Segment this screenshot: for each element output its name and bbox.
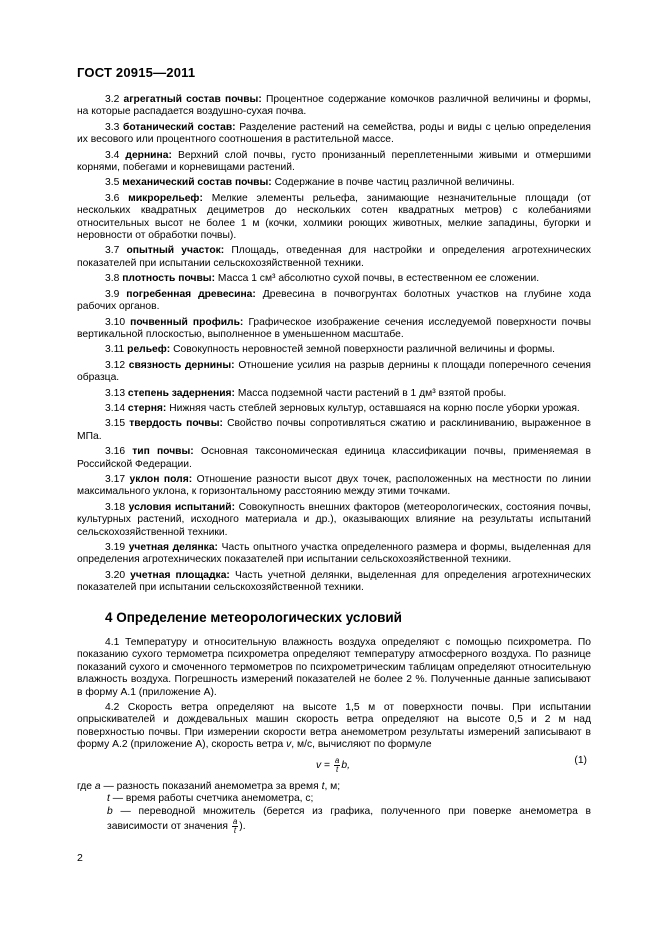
definition-text: Масса 1 см³ абсолютно сухой почвы, в естественном ее сложении. [217, 273, 540, 285]
definition-3-17 [77, 474, 591, 499]
definition-3-5 [77, 177, 591, 189]
definition-text: Нижняя часть стеблей зерновых культур, оставшаяся на корню после уборки урожая. [169, 402, 580, 414]
definition-number: 3.4 [105, 149, 120, 161]
definition-text: Часть учетной делянки, выделенная для определения агротехнических показателей при испытании сельскохозяйственной техники. [77, 569, 591, 594]
paragraph-4-1: 4.1 Температуру и относительную влажность воздуха определяют с помощью психрометра. По показанию сухого термометра психрометра определяют температуру атмосферного воздуха. По разнице показаний сухого и смоченного термометров по психрометрическим таблицам определяют относительную влажность воздуха. Погрешность измерений показателей не более 2 %. Полученные данные записывают в форму А.1 (приложение А). [77, 637, 591, 698]
definition-text: Содержание в почве частиц различной величины. [274, 177, 515, 189]
definition-term: тип почвы: [132, 446, 194, 458]
definition-number: 3.18 [105, 501, 126, 513]
definition-text: Отношение разности высот двух точек, расположенных на местности по линии максимального уклона, к горизонтальному расстоянию между этими точками. [77, 473, 591, 498]
legend-fraction: $\frac{a}{t}$ [232, 816, 238, 835]
definition-number: 3.3 [105, 121, 120, 133]
definition-3-14 [77, 403, 591, 415]
definition-number: 3.14 [105, 402, 126, 414]
definition-text: Графическое изображение сечения исследуемой поверхности почвы вертикальной плоскостью, выполненное в уменьшенном масштабе. [77, 316, 591, 340]
definition-term: стерня: [127, 402, 167, 414]
definition-3-9 [77, 289, 591, 314]
definition-text: Древесина в почвогрунтах болотных участков на глубине хода рабочих органов. [77, 288, 591, 313]
paragraph-4-2: 4.2 Скорость ветра определяют на высоте 1,5 м от поверхности почвы. При испытании опрыскивателей и дождевальных машин скорость ветра определяют на высоте 0,5 и 2 м над поверхностью почвы. При измерении скорости ветра анемометром результаты измерений записывают в форму А.2 (приложение А), скорость ветра v, м/с, вычисляют по формуле [77, 702, 591, 751]
definition-number: 3.17 [105, 473, 126, 485]
definition-text: Основная таксономическая единица классификации почвы, применяемая в Российской Федерации. [77, 446, 591, 470]
legend-t: t — время работы счетчика анемометра, с; [107, 793, 314, 805]
formula-expression: v = $\frac{a}{t}$ b, [316, 755, 350, 774]
definition-3-2 [77, 94, 591, 119]
definition-3-7 [77, 245, 591, 270]
fraction: $\frac{a}{t}$ [334, 755, 340, 774]
legend-a: где a — разность показаний анемометра за время t, м; [77, 780, 341, 792]
definition-term: механический состав почвы: [122, 177, 272, 189]
definition-3-10 [77, 317, 591, 342]
definition-term: связность дернины: [128, 359, 235, 371]
definition-3-16 [77, 446, 591, 471]
definition-term: ботанический состав: [123, 121, 236, 133]
definition-text: Свойство почвы сопротивляться сжатию и расклиниванию, выраженное в МПа. [77, 418, 591, 442]
definition-3-6 [77, 193, 591, 243]
definition-text: Процентное содержание комочков различной величины и формы, на которые распадается воздушно-сухая почва. [77, 94, 591, 118]
formula-legend [77, 781, 591, 835]
definition-3-13 [77, 388, 591, 400]
definition-text: Площадь, отведенная для настройки и определения агротехнических показателей при испытании сельскохозяйственной техники. [77, 245, 591, 269]
definition-term: твердость почвы: [129, 418, 223, 430]
definition-term: учетная делянка: [128, 542, 218, 553]
definitions-list [77, 94, 591, 598]
standard-header: ГОСТ 20915—2011 [77, 65, 196, 80]
definition-term: опытный участок: [126, 245, 225, 257]
definition-3-11 [77, 344, 591, 356]
definition-term: почвенный профиль: [130, 316, 244, 328]
definition-term: агрегатный состав почвы: [123, 94, 262, 105]
formula-1 [77, 755, 591, 781]
section-4-title: 4 Определение метеорологических условий [105, 609, 402, 625]
definition-number: 3.19 [105, 542, 126, 553]
definition-number: 3.8 [105, 273, 120, 285]
definition-3-18 [77, 502, 591, 539]
definition-3-19 [77, 542, 591, 567]
definition-3-12 [77, 360, 591, 385]
definition-text: Мелкие элементы рельефа, занимающие незначительные площади (от нескольких квадратных дециметров до нескольких сотен квадратных метров) с колебаниями относительных высот не более 1 м (кочки, холмики роющих животных, мелкие западины, бугорки и неровности от обработки почвы). [77, 192, 591, 242]
definition-text: Разделение растений на семейства, роды и виды с целью определения их весового или процентного соотношения в растительной массе. [77, 121, 591, 146]
definition-number: 3.16 [105, 446, 126, 458]
definition-term: учетная площадка: [130, 569, 230, 581]
definition-3-3 [77, 122, 591, 147]
definition-number: 3.11 [105, 344, 125, 356]
definition-number: 3.7 [105, 245, 120, 257]
definition-number: 3.15 [105, 418, 126, 430]
definition-term: условия испытаний: [128, 501, 235, 513]
definition-text: Верхний слой почвы, густо пронизанный переплетенными живыми и отмершими корнями, побегами и корневищами растений. [77, 149, 591, 174]
definition-number: 3.9 [105, 288, 120, 300]
definition-number: 3.12 [105, 359, 126, 371]
definition-term: микрорельеф: [128, 192, 203, 204]
definition-number: 3.20 [105, 569, 126, 581]
definition-text: Совокупность неровностей земной поверхности различной величины и формы. [173, 344, 556, 356]
legend-b: b — переводной множитель (берется из графика, полученного при поверке анемометра в зависимости от значения $\frac{a}{t}$ ). [107, 805, 591, 835]
definition-number: 3.6 [105, 192, 120, 204]
formula-number: (1) [574, 754, 587, 766]
definition-term: дернина: [125, 149, 172, 161]
definition-number: 3.2 [105, 94, 120, 105]
definition-text: Часть опытного участка определенного размера и формы, выделенная для определения агротехнических показателей при испытании сельскохозяйственной техники. [77, 542, 591, 566]
page-number: 2 [77, 852, 83, 864]
definition-3-15 [77, 418, 591, 443]
definition-number: 3.13 [105, 387, 126, 399]
definition-term: погребенная древесина: [126, 288, 256, 300]
definition-text: Масса подземной части растений в 1 дм³ взятой пробы. [237, 387, 507, 399]
definition-3-20 [77, 570, 591, 595]
definition-term: плотность почвы: [122, 273, 216, 285]
definition-text: Отношение усилия на разрыв дернины к площади поперечного сечения образца. [77, 359, 591, 384]
definition-3-4 [77, 150, 591, 175]
definition-number: 3.5 [105, 177, 120, 189]
definition-term: степень задернения: [127, 387, 235, 399]
definition-text: Совокупность внешних факторов (метеорологических, состояния почвы, культурных растений, исходного материала и др.), оказывающих влияние на результаты испытаний сельскохозяйственной техники. [77, 501, 591, 538]
definition-number: 3.10 [105, 316, 126, 328]
document-body [77, 94, 591, 835]
definition-term: уклон поля: [129, 473, 193, 485]
definition-3-8 [77, 273, 591, 285]
definition-term: рельеф: [127, 344, 171, 356]
